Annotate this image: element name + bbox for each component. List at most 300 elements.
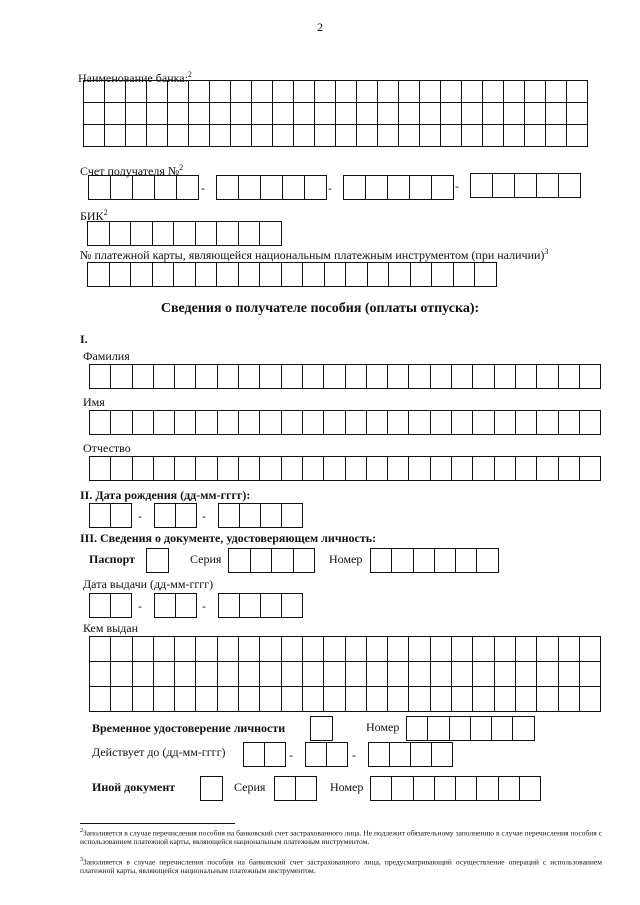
temp-id-checkbox[interactable]	[310, 716, 333, 741]
input-cell[interactable]	[155, 176, 177, 200]
input-cell[interactable]	[452, 365, 473, 389]
input-cell[interactable]	[273, 125, 294, 147]
input-cell[interactable]	[495, 411, 516, 435]
input-cell[interactable]	[389, 263, 411, 287]
input-cell[interactable]	[239, 411, 260, 435]
input-cell[interactable]	[420, 125, 441, 147]
input-cell[interactable]	[399, 103, 420, 125]
input-cell[interactable]	[368, 263, 390, 287]
input-cell[interactable]	[296, 777, 317, 801]
input-cell[interactable]	[282, 365, 303, 389]
input-cell[interactable]	[471, 174, 493, 198]
input-cell[interactable]	[559, 411, 580, 435]
input-cell[interactable]	[441, 103, 462, 125]
input-cell[interactable]	[367, 411, 388, 435]
input-cell[interactable]	[218, 687, 239, 712]
input-cell[interactable]	[176, 504, 197, 528]
input-cell[interactable]	[477, 549, 498, 573]
temp-id-number-grid[interactable]	[406, 716, 535, 741]
input-cell[interactable]	[483, 125, 504, 147]
input-cell[interactable]	[265, 743, 286, 767]
input-cell[interactable]	[409, 411, 430, 435]
input-cell[interactable]	[111, 457, 132, 481]
input-cell[interactable]	[261, 594, 282, 618]
input-cell[interactable]	[580, 411, 601, 435]
input-cell[interactable]	[239, 176, 261, 200]
input-cell[interactable]	[175, 365, 196, 389]
input-cell[interactable]	[456, 549, 477, 573]
input-cell[interactable]	[239, 687, 260, 712]
input-cell[interactable]	[499, 777, 520, 801]
input-cell[interactable]	[537, 174, 559, 198]
input-cell[interactable]	[240, 504, 261, 528]
input-cell[interactable]	[90, 662, 111, 687]
input-cell[interactable]	[154, 365, 175, 389]
input-cell[interactable]	[325, 263, 347, 287]
input-cell[interactable]	[441, 125, 462, 147]
input-cell[interactable]	[260, 687, 281, 712]
input-cell[interactable]	[431, 637, 452, 662]
input-cell[interactable]	[516, 662, 537, 687]
input-cell[interactable]	[239, 637, 260, 662]
input-cell[interactable]	[210, 81, 231, 103]
input-cell[interactable]	[153, 222, 175, 246]
input-cell[interactable]	[175, 411, 196, 435]
input-cell[interactable]	[110, 263, 132, 287]
input-cell[interactable]	[367, 687, 388, 712]
input-cell[interactable]	[201, 777, 223, 801]
input-cell[interactable]	[110, 222, 132, 246]
input-cell[interactable]	[346, 687, 367, 712]
input-cell[interactable]	[88, 222, 110, 246]
input-cell[interactable]	[390, 743, 411, 767]
input-cell[interactable]	[378, 125, 399, 147]
input-cell[interactable]	[392, 549, 413, 573]
input-cell[interactable]	[431, 411, 452, 435]
input-cell[interactable]	[239, 365, 260, 389]
input-cell[interactable]	[275, 777, 296, 801]
input-cell[interactable]	[567, 81, 588, 103]
input-cell[interactable]	[126, 103, 147, 125]
input-cell[interactable]	[324, 687, 345, 712]
input-cell[interactable]	[133, 637, 154, 662]
input-cell[interactable]	[240, 594, 261, 618]
input-cell[interactable]	[452, 662, 473, 687]
input-cell[interactable]	[435, 777, 456, 801]
patronymic-grid[interactable]	[89, 456, 601, 481]
input-cell[interactable]	[283, 176, 305, 200]
input-cell[interactable]	[515, 174, 537, 198]
input-cell[interactable]	[252, 125, 273, 147]
input-cell[interactable]	[84, 125, 105, 147]
input-cell[interactable]	[409, 687, 430, 712]
input-cell[interactable]	[336, 81, 357, 103]
input-cell[interactable]	[133, 457, 154, 481]
input-cell[interactable]	[513, 717, 534, 741]
input-cell[interactable]	[388, 365, 409, 389]
input-cell[interactable]	[559, 637, 580, 662]
input-cell[interactable]	[175, 637, 196, 662]
input-cell[interactable]	[431, 687, 452, 712]
input-cell[interactable]	[282, 594, 303, 618]
input-cell[interactable]	[432, 743, 453, 767]
input-cell[interactable]	[131, 222, 153, 246]
input-cell[interactable]	[294, 549, 316, 573]
input-cell[interactable]	[315, 81, 336, 103]
input-cell[interactable]	[504, 103, 525, 125]
input-cell[interactable]	[147, 549, 169, 573]
input-cell[interactable]	[409, 637, 430, 662]
input-cell[interactable]	[492, 717, 513, 741]
input-cell[interactable]	[90, 504, 111, 528]
input-cell[interactable]	[231, 125, 252, 147]
input-cell[interactable]	[196, 222, 218, 246]
input-cell[interactable]	[495, 687, 516, 712]
input-cell[interactable]	[452, 457, 473, 481]
input-cell[interactable]	[147, 103, 168, 125]
input-cell[interactable]	[411, 263, 433, 287]
input-cell[interactable]	[580, 687, 601, 712]
issue-day-grid[interactable]	[89, 593, 132, 618]
input-cell[interactable]	[435, 549, 456, 573]
input-cell[interactable]	[111, 687, 132, 712]
input-cell[interactable]	[306, 743, 327, 767]
input-cell[interactable]	[346, 411, 367, 435]
input-cell[interactable]	[431, 662, 452, 687]
input-cell[interactable]	[154, 411, 175, 435]
input-cell[interactable]	[471, 717, 492, 741]
input-cell[interactable]	[282, 662, 303, 687]
input-cell[interactable]	[315, 103, 336, 125]
input-cell[interactable]	[84, 81, 105, 103]
input-cell[interactable]	[177, 176, 199, 200]
input-cell[interactable]	[294, 81, 315, 103]
input-cell[interactable]	[219, 594, 240, 618]
input-cell[interactable]	[260, 662, 281, 687]
input-cell[interactable]	[196, 263, 218, 287]
name-grid[interactable]	[89, 410, 601, 435]
input-cell[interactable]	[559, 662, 580, 687]
input-cell[interactable]	[90, 457, 111, 481]
input-cell[interactable]	[409, 365, 430, 389]
input-cell[interactable]	[154, 637, 175, 662]
input-cell[interactable]	[414, 777, 435, 801]
input-cell[interactable]	[495, 365, 516, 389]
input-cell[interactable]	[537, 637, 558, 662]
input-cell[interactable]	[260, 637, 281, 662]
input-cell[interactable]	[473, 457, 494, 481]
issue-month-grid[interactable]	[154, 593, 197, 618]
input-cell[interactable]	[357, 125, 378, 147]
passport-number-grid[interactable]	[370, 548, 499, 573]
input-cell[interactable]	[252, 81, 273, 103]
input-cell[interactable]	[441, 81, 462, 103]
input-cell[interactable]	[196, 411, 217, 435]
input-cell[interactable]	[324, 637, 345, 662]
input-cell[interactable]	[218, 365, 239, 389]
input-cell[interactable]	[217, 263, 239, 287]
input-cell[interactable]	[90, 411, 111, 435]
input-cell[interactable]	[210, 103, 231, 125]
other-series-grid[interactable]	[274, 776, 317, 801]
input-cell[interactable]	[537, 662, 558, 687]
input-cell[interactable]	[294, 103, 315, 125]
issued-by-grid[interactable]	[89, 636, 601, 712]
input-cell[interactable]	[567, 125, 588, 147]
birth-month-grid[interactable]	[154, 503, 197, 528]
input-cell[interactable]	[273, 81, 294, 103]
input-cell[interactable]	[105, 81, 126, 103]
input-cell[interactable]	[303, 411, 324, 435]
input-cell[interactable]	[147, 125, 168, 147]
input-cell[interactable]	[196, 365, 217, 389]
input-cell[interactable]	[559, 457, 580, 481]
passport-series-grid[interactable]	[228, 548, 315, 573]
input-cell[interactable]	[495, 457, 516, 481]
input-cell[interactable]	[336, 103, 357, 125]
account-grid-1[interactable]	[88, 175, 199, 200]
issue-year-grid[interactable]	[218, 593, 303, 618]
input-cell[interactable]	[525, 81, 546, 103]
input-cell[interactable]	[357, 81, 378, 103]
input-cell[interactable]	[567, 103, 588, 125]
input-cell[interactable]	[525, 125, 546, 147]
input-cell[interactable]	[388, 662, 409, 687]
input-cell[interactable]	[388, 637, 409, 662]
input-cell[interactable]	[378, 103, 399, 125]
input-cell[interactable]	[473, 365, 494, 389]
input-cell[interactable]	[378, 81, 399, 103]
input-cell[interactable]	[399, 125, 420, 147]
input-cell[interactable]	[559, 687, 580, 712]
input-cell[interactable]	[346, 457, 367, 481]
input-cell[interactable]	[546, 81, 567, 103]
input-cell[interactable]	[282, 687, 303, 712]
input-cell[interactable]	[475, 263, 497, 287]
input-cell[interactable]	[409, 457, 430, 481]
input-cell[interactable]	[367, 457, 388, 481]
input-cell[interactable]	[260, 411, 281, 435]
input-cell[interactable]	[371, 549, 392, 573]
input-cell[interactable]	[580, 365, 601, 389]
bik-grid[interactable]	[87, 221, 282, 246]
input-cell[interactable]	[282, 411, 303, 435]
input-cell[interactable]	[495, 662, 516, 687]
input-cell[interactable]	[168, 81, 189, 103]
input-cell[interactable]	[260, 222, 282, 246]
input-cell[interactable]	[175, 662, 196, 687]
input-cell[interactable]	[111, 365, 132, 389]
surname-grid[interactable]	[89, 364, 601, 389]
input-cell[interactable]	[90, 365, 111, 389]
input-cell[interactable]	[90, 594, 111, 618]
input-cell[interactable]	[420, 103, 441, 125]
input-cell[interactable]	[133, 687, 154, 712]
input-cell[interactable]	[344, 176, 366, 200]
input-cell[interactable]	[147, 81, 168, 103]
input-cell[interactable]	[261, 176, 283, 200]
input-cell[interactable]	[90, 637, 111, 662]
input-cell[interactable]	[516, 411, 537, 435]
input-cell[interactable]	[153, 263, 175, 287]
input-cell[interactable]	[239, 662, 260, 687]
input-cell[interactable]	[294, 125, 315, 147]
input-cell[interactable]	[537, 411, 558, 435]
input-cell[interactable]	[111, 637, 132, 662]
input-cell[interactable]	[537, 687, 558, 712]
card-grid[interactable]	[87, 262, 497, 287]
input-cell[interactable]	[414, 549, 435, 573]
input-cell[interactable]	[432, 263, 454, 287]
input-cell[interactable]	[218, 411, 239, 435]
input-cell[interactable]	[346, 263, 368, 287]
input-cell[interactable]	[516, 637, 537, 662]
input-cell[interactable]	[559, 174, 581, 198]
input-cell[interactable]	[260, 365, 281, 389]
input-cell[interactable]	[111, 411, 132, 435]
input-cell[interactable]	[346, 637, 367, 662]
input-cell[interactable]	[210, 125, 231, 147]
input-cell[interactable]	[229, 549, 251, 573]
bank-name-grid[interactable]	[83, 80, 588, 147]
input-cell[interactable]	[260, 457, 281, 481]
passport-checkbox[interactable]	[146, 548, 169, 573]
input-cell[interactable]	[409, 662, 430, 687]
input-cell[interactable]	[367, 662, 388, 687]
input-cell[interactable]	[251, 549, 273, 573]
input-cell[interactable]	[369, 743, 390, 767]
input-cell[interactable]	[155, 504, 176, 528]
input-cell[interactable]	[504, 125, 525, 147]
input-cell[interactable]	[388, 411, 409, 435]
input-cell[interactable]	[303, 687, 324, 712]
input-cell[interactable]	[196, 687, 217, 712]
input-cell[interactable]	[580, 662, 601, 687]
input-cell[interactable]	[493, 174, 515, 198]
input-cell[interactable]	[282, 457, 303, 481]
input-cell[interactable]	[239, 222, 261, 246]
input-cell[interactable]	[537, 365, 558, 389]
input-cell[interactable]	[111, 504, 132, 528]
input-cell[interactable]	[88, 263, 110, 287]
input-cell[interactable]	[260, 263, 282, 287]
account-grid-3[interactable]	[343, 175, 454, 200]
birth-day-grid[interactable]	[89, 503, 132, 528]
input-cell[interactable]	[282, 637, 303, 662]
input-cell[interactable]	[477, 777, 498, 801]
input-cell[interactable]	[196, 457, 217, 481]
input-cell[interactable]	[504, 81, 525, 103]
input-cell[interactable]	[168, 125, 189, 147]
other-doc-checkbox[interactable]	[200, 776, 223, 801]
input-cell[interactable]	[244, 743, 265, 767]
input-cell[interactable]	[272, 549, 294, 573]
input-cell[interactable]	[133, 176, 155, 200]
input-cell[interactable]	[239, 263, 261, 287]
input-cell[interactable]	[133, 411, 154, 435]
input-cell[interactable]	[324, 365, 345, 389]
input-cell[interactable]	[189, 81, 210, 103]
input-cell[interactable]	[367, 365, 388, 389]
input-cell[interactable]	[520, 777, 541, 801]
input-cell[interactable]	[315, 125, 336, 147]
input-cell[interactable]	[346, 365, 367, 389]
input-cell[interactable]	[580, 637, 601, 662]
input-cell[interactable]	[174, 222, 196, 246]
input-cell[interactable]	[483, 103, 504, 125]
account-grid-2[interactable]	[216, 175, 327, 200]
input-cell[interactable]	[324, 411, 345, 435]
input-cell[interactable]	[516, 687, 537, 712]
other-number-grid[interactable]	[370, 776, 541, 801]
input-cell[interactable]	[196, 662, 217, 687]
input-cell[interactable]	[456, 777, 477, 801]
input-cell[interactable]	[366, 176, 388, 200]
input-cell[interactable]	[495, 637, 516, 662]
input-cell[interactable]	[126, 125, 147, 147]
input-cell[interactable]	[431, 457, 452, 481]
account-grid-4[interactable]	[470, 173, 581, 198]
input-cell[interactable]	[168, 103, 189, 125]
input-cell[interactable]	[420, 81, 441, 103]
input-cell[interactable]	[111, 176, 133, 200]
input-cell[interactable]	[431, 365, 452, 389]
input-cell[interactable]	[371, 777, 392, 801]
input-cell[interactable]	[346, 662, 367, 687]
input-cell[interactable]	[303, 263, 325, 287]
input-cell[interactable]	[303, 457, 324, 481]
input-cell[interactable]	[84, 103, 105, 125]
input-cell[interactable]	[428, 717, 449, 741]
input-cell[interactable]	[105, 125, 126, 147]
input-cell[interactable]	[410, 176, 432, 200]
input-cell[interactable]	[303, 662, 324, 687]
input-cell[interactable]	[399, 81, 420, 103]
input-cell[interactable]	[219, 504, 240, 528]
input-cell[interactable]	[303, 365, 324, 389]
input-cell[interactable]	[546, 103, 567, 125]
input-cell[interactable]	[133, 365, 154, 389]
input-cell[interactable]	[388, 457, 409, 481]
input-cell[interactable]	[452, 637, 473, 662]
input-cell[interactable]	[580, 457, 601, 481]
input-cell[interactable]	[411, 743, 432, 767]
input-cell[interactable]	[89, 176, 111, 200]
input-cell[interactable]	[407, 717, 428, 741]
input-cell[interactable]	[450, 717, 471, 741]
input-cell[interactable]	[176, 594, 197, 618]
input-cell[interactable]	[473, 662, 494, 687]
input-cell[interactable]	[239, 457, 260, 481]
input-cell[interactable]	[327, 743, 348, 767]
input-cell[interactable]	[452, 411, 473, 435]
input-cell[interactable]	[154, 662, 175, 687]
input-cell[interactable]	[252, 103, 273, 125]
input-cell[interactable]	[196, 637, 217, 662]
input-cell[interactable]	[126, 81, 147, 103]
input-cell[interactable]	[357, 103, 378, 125]
input-cell[interactable]	[336, 125, 357, 147]
input-cell[interactable]	[324, 662, 345, 687]
input-cell[interactable]	[303, 637, 324, 662]
input-cell[interactable]	[154, 687, 175, 712]
input-cell[interactable]	[546, 125, 567, 147]
input-cell[interactable]	[473, 687, 494, 712]
input-cell[interactable]	[217, 222, 239, 246]
input-cell[interactable]	[218, 662, 239, 687]
input-cell[interactable]	[175, 687, 196, 712]
input-cell[interactable]	[525, 103, 546, 125]
